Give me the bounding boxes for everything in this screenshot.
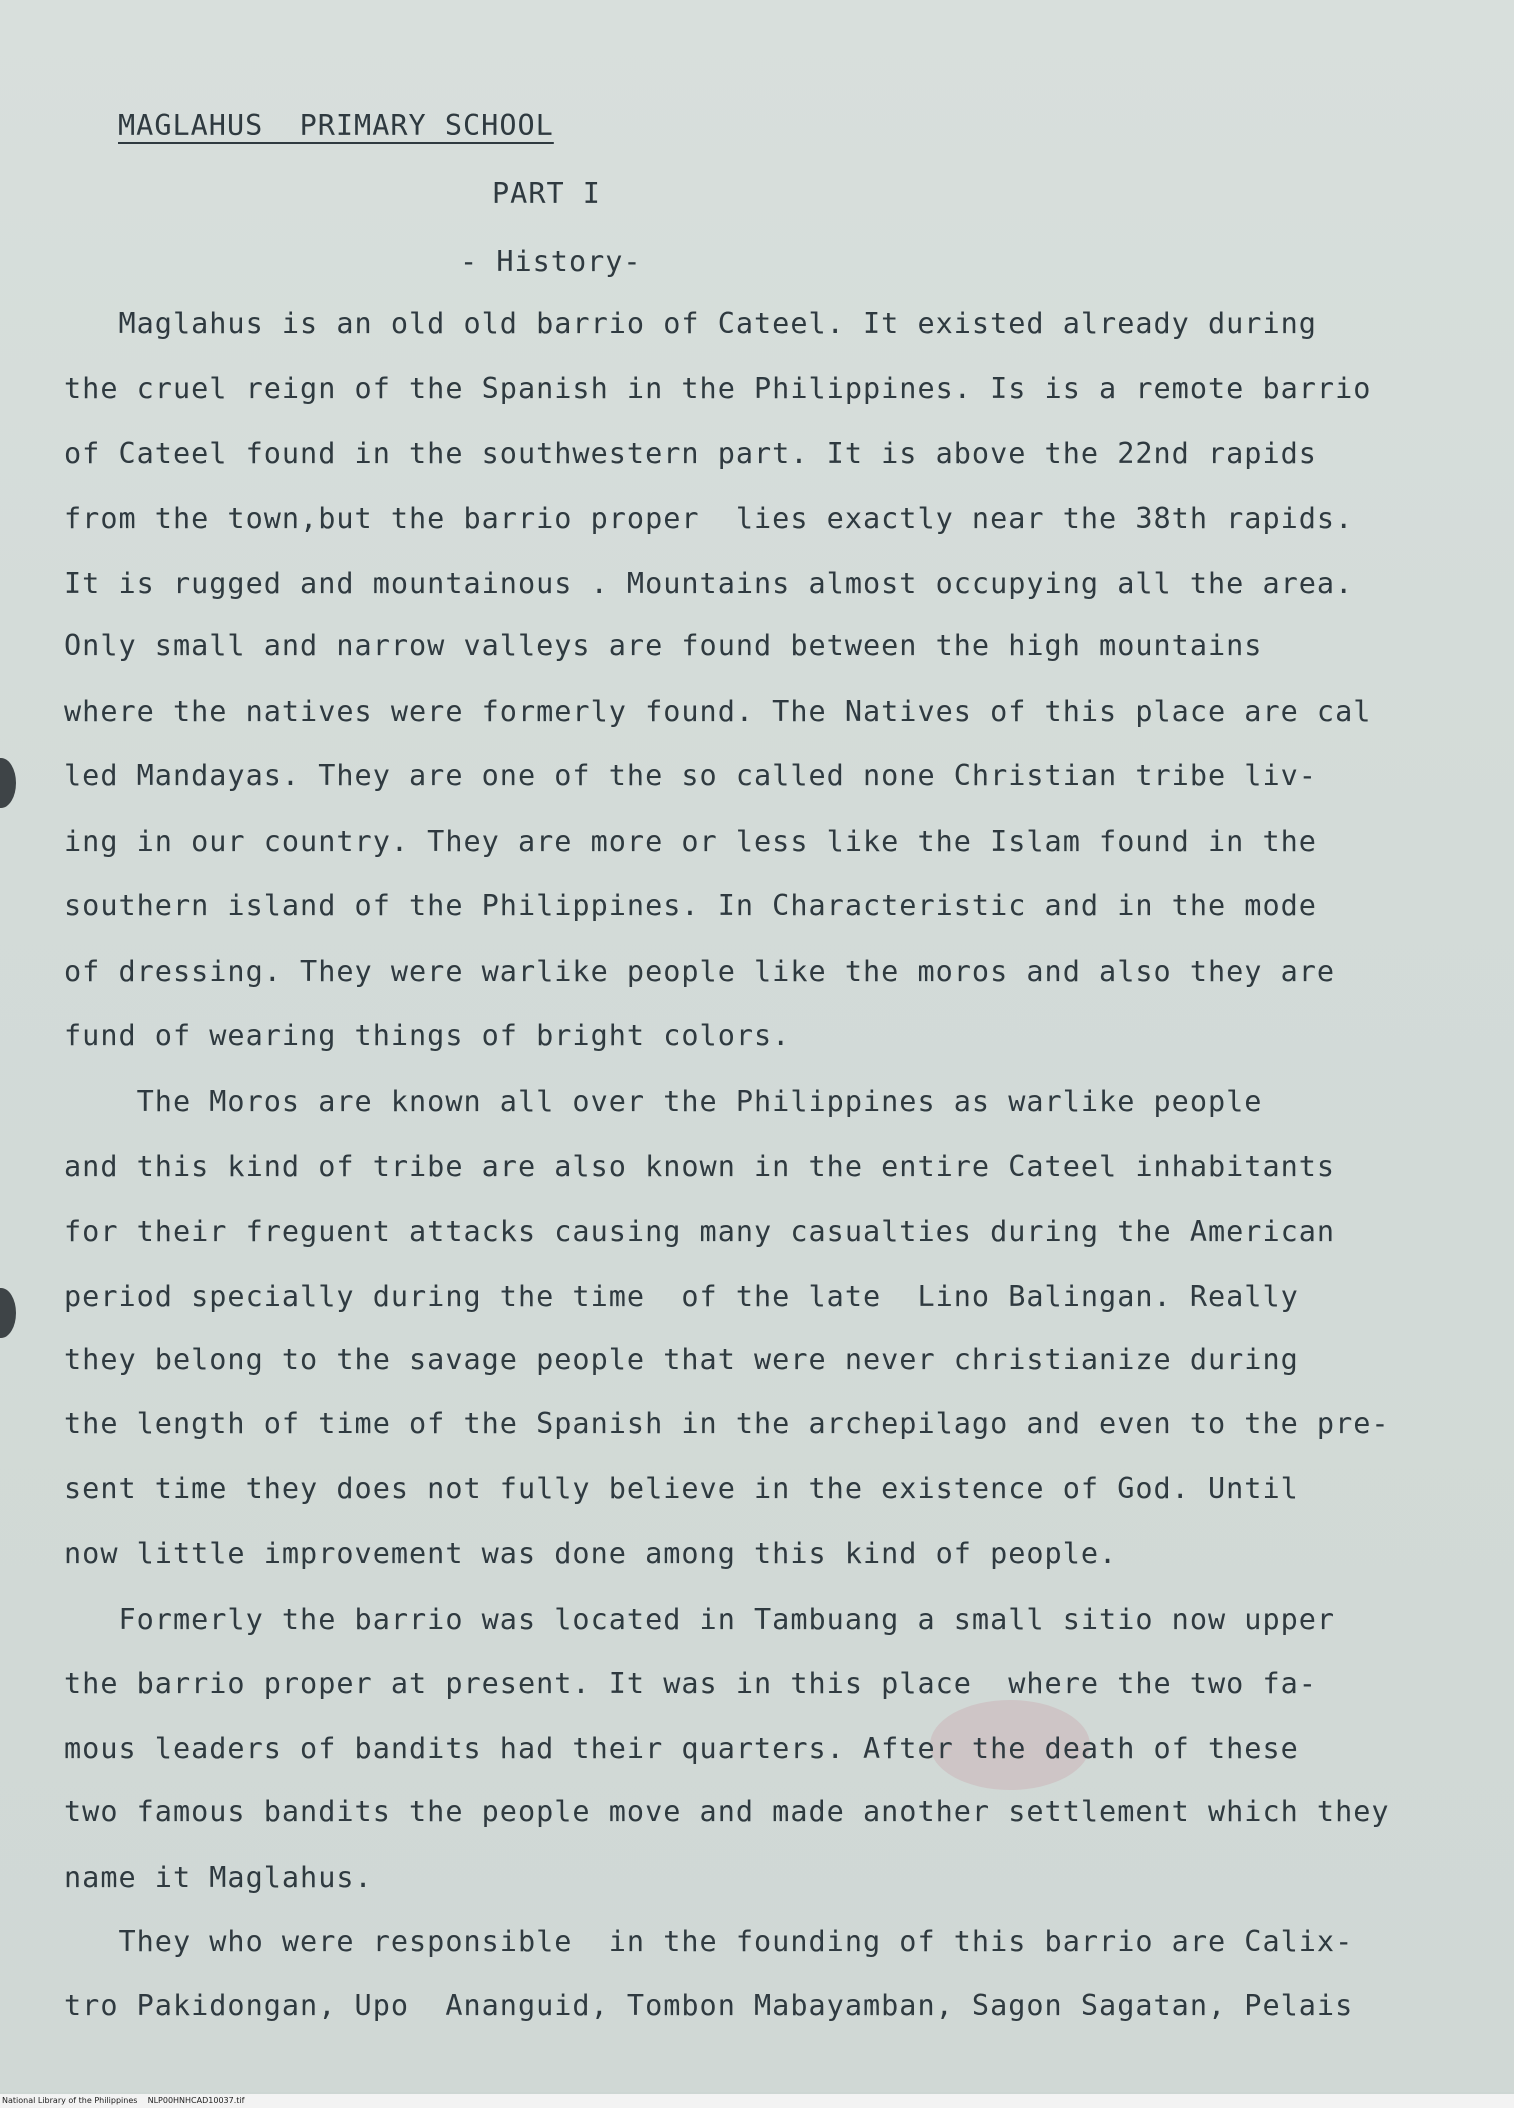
binding-hole-top: [0, 758, 16, 808]
text-line-6: Only small and narrow valleys are found between the high mountains: [64, 629, 1263, 662]
text-line-24: two famous bandits the people move and made another settlement which they: [64, 1795, 1390, 1828]
scan-footer: National Library of the Philippines NLP00HNHCAD10037.tif: [0, 2094, 1514, 2108]
document-title: MAGLAHUS PRIMARY SCHOOL: [118, 109, 554, 142]
text-line-22: the barrio proper at present. It was in this place where the two fa-: [64, 1667, 1317, 1700]
text-line-27: tro Pakidongan, Upo Ananguid, Tombon Mabayamban, Sagon Sagatan, Pelais: [64, 1989, 1354, 2022]
text-line-21: Formerly the barrio was located in Tambuang a small sitio now upper: [64, 1603, 1336, 1636]
text-line-5: It is rugged and mountainous . Mountains almost occupying all the area.: [64, 567, 1354, 600]
text-line-4: from the town,but the barrio proper lies exactly near the 38th rapids.: [64, 502, 1354, 535]
text-line-19: sent time they does not fully believe in the existence of God. Until: [64, 1472, 1299, 1505]
text-line-10: southern island of the Philippines. In Characteristic and in the mode: [64, 889, 1317, 922]
text-line-18: the length of time of the Spanish in the archepilago and even to the pre-: [64, 1407, 1390, 1440]
text-line-2: the cruel reign of the Spanish in the Philippines. Is is a remote barrio: [64, 372, 1372, 405]
section-subtitle: - History-: [460, 245, 642, 278]
text-line-3: of Cateel found in the southwestern part. It is above the 22nd rapids: [64, 437, 1317, 470]
text-line-20: now little improvement was done among this kind of people.: [64, 1537, 1118, 1570]
text-line-9: ing in our country. They are more or less like the Islam found in the: [64, 825, 1317, 858]
text-line-7: where the natives were formerly found. The Natives of this place are cal: [64, 695, 1372, 728]
part-heading: PART I: [492, 177, 601, 210]
text-line-8: led Mandayas. They are one of the so called none Christian tribe liv-: [64, 759, 1317, 792]
text-line-25: name it Maglahus.: [64, 1861, 373, 1894]
text-line-11: of dressing. They were warlike people like the moros and also they are: [64, 955, 1336, 988]
text-line-12: fund of wearing things of bright colors.: [64, 1019, 791, 1052]
text-line-15: for their freguent attacks causing many casualties during the American: [64, 1215, 1336, 1248]
text-line-1: Maglahus is an old old barrio of Cateel. It existed already during: [64, 307, 1317, 340]
text-line-26: They who were responsible in the founding of this barrio are Calix-: [64, 1925, 1354, 1958]
text-line-17: they belong to the savage people that were never christianize during: [64, 1343, 1299, 1376]
text-line-14: and this kind of tribe are also known in the entire Cateel inhabitants: [64, 1150, 1336, 1183]
text-line-13: The Moros are known all over the Philippines as warlike people: [64, 1085, 1263, 1118]
text-line-23: mous leaders of bandits had their quarters. After the death of these: [64, 1732, 1299, 1765]
text-line-16: period specially during the time of the late Lino Balingan. Really: [64, 1280, 1299, 1313]
binding-hole-bottom: [0, 1288, 16, 1338]
